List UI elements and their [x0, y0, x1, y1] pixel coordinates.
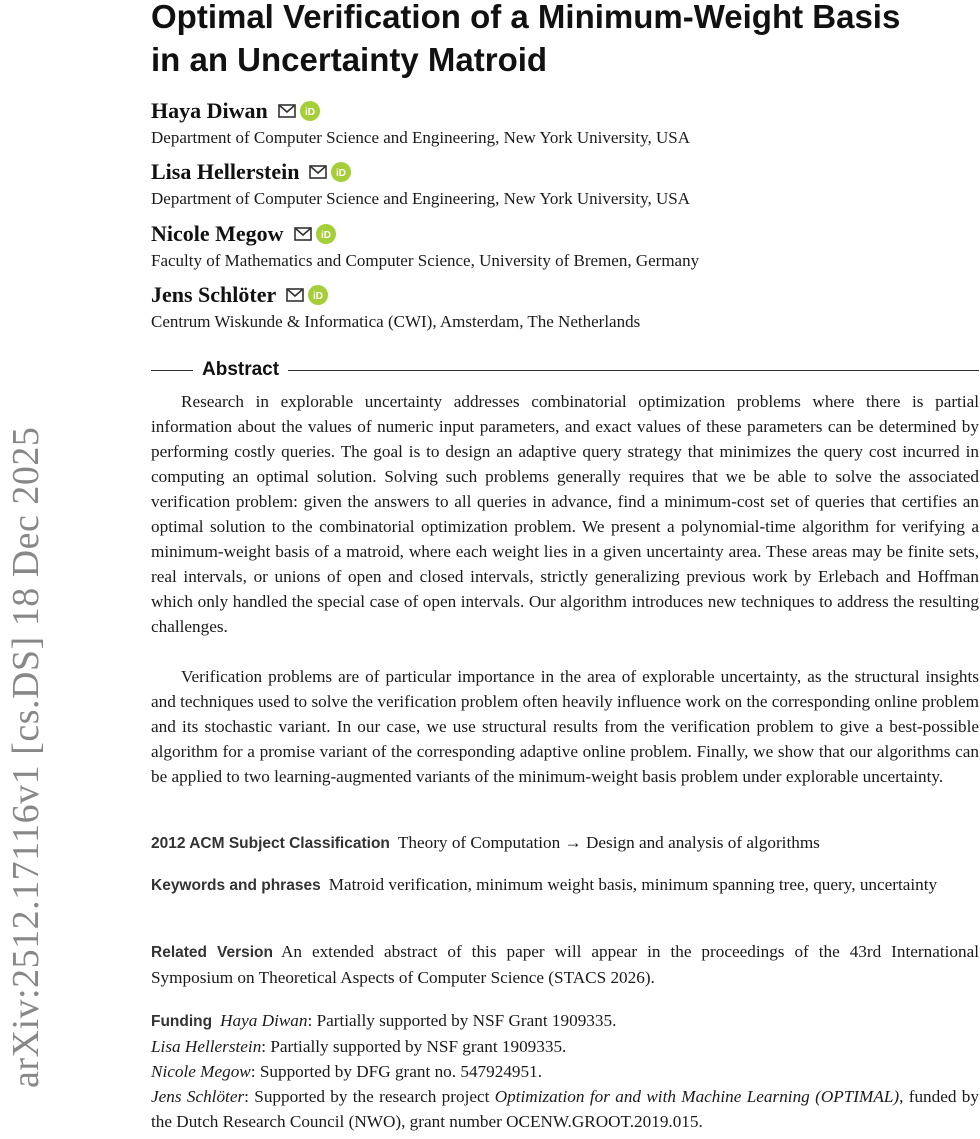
abstract-heading: Abstract: [202, 359, 280, 380]
divider: [151, 370, 193, 371]
funding-text: , funded by the Dutch Research Council (NWO), grant number OCENW.GROOT.2019.015.: [151, 1087, 979, 1131]
orcid-icon[interactable]: [331, 162, 351, 182]
author-affiliation: Department of Computer Science and Engineering, New York University, USA: [151, 128, 691, 147]
funding-line: [151, 1034, 979, 1059]
funding-person: Nicole Megow: [151, 1062, 251, 1081]
related-value: An extended abstract of this paper will appear in the proceedings of the 43rd International Symposium on Theoretical Aspects of Computer Science (STACS 2026).: [151, 942, 979, 987]
keywords-key: Keywords and phrases: [151, 877, 321, 894]
funding-project: Optimization for and with Machine Learning (OPTIMAL): [494, 1087, 900, 1106]
funding-line: [151, 1059, 979, 1084]
orcid-icon[interactable]: [300, 101, 320, 121]
author-block: [151, 98, 979, 149]
keywords: [151, 872, 979, 898]
author-name: Haya Diwan: [151, 98, 268, 123]
abstract-paragraph-1: Research in explorable uncertainty addresses combinatorial optimization problems where there is partial information about the values of numeric input parameters, and exact values of these parameters can be determined by performing costly queries. The goal is to design an adaptive query strategy that minimizes the query cost incurred in computing an optimal solution. Solving such problems generally requires that we be able to solve the associated verification problem: given the answers to all queries in advance, find a minimum-cost set of queries that certifies an optimal solution to the combinatorial optimization problem. We present a polynomial-time algorithm for verifying a minimum-weight basis of a matroid, where each weight lies in a given uncertainty area. These areas may be finite sets, real intervals, or unions of open and closed intervals, strictly generalizing previous work by Erlebach and Hoffman which only handled the special case of open intervals. Our algorithm introduces new techniques to address the resulting challenges.: [151, 392, 979, 636]
paper-title: [151, 0, 979, 81]
author-block: [151, 221, 979, 272]
author-name: Jens Schlöter: [151, 282, 277, 307]
email-icon[interactable]: [294, 227, 312, 241]
svg-text:iD: iD: [313, 291, 324, 302]
funding-text: : Supported by the research project: [244, 1087, 495, 1106]
funding-person: Haya Diwan: [220, 1011, 308, 1030]
divider: [288, 370, 979, 371]
title-line-2: in an Uncertainty Matroid: [151, 41, 548, 78]
orcid-icon[interactable]: [308, 285, 328, 305]
related-version: [151, 939, 979, 990]
funding-person: Jens Schlöter: [151, 1087, 245, 1106]
orcid-icon[interactable]: [316, 224, 336, 244]
funding-person: Lisa Hellerstein: [151, 1037, 262, 1056]
title-line-1: Optimal Verification of a Minimum-Weight Basis: [151, 0, 901, 35]
author-block: [151, 159, 979, 210]
acm-key: 2012 ACM Subject Classification: [151, 835, 390, 852]
author-name: Lisa Hellerstein: [151, 159, 300, 184]
svg-text:iD: iD: [320, 230, 331, 241]
funding-key: Funding: [151, 1013, 213, 1030]
funding: [151, 1008, 979, 1134]
keywords-value: Matroid verification, minimum weight basis, minimum spanning tree, query, uncertainty: [328, 875, 938, 894]
email-icon[interactable]: [286, 288, 304, 302]
author-name: Nicole Megow: [151, 221, 284, 246]
funding-text: : Partially supported by NSF grant 1909335.: [261, 1037, 567, 1056]
svg-text:iD: iD: [336, 168, 347, 179]
email-icon[interactable]: [309, 165, 327, 179]
author-block: [151, 282, 979, 333]
author-affiliation: Centrum Wiskunde & Informatica (CWI), Amsterdam, The Netherlands: [151, 312, 641, 331]
author-affiliation: Faculty of Mathematics and Computer Science, University of Bremen, Germany: [151, 251, 700, 270]
arxiv-identifier-stamp: arXiv:2512.17116v1 [cs.DS] 18 Dec 2025: [5, 426, 47, 1088]
funding-text: : Supported by DFG grant no. 547924951.: [250, 1062, 542, 1081]
funding-line: [151, 1084, 979, 1134]
author-affiliation: Department of Computer Science and Engineering, New York University, USA: [151, 189, 691, 208]
email-icon[interactable]: [278, 104, 296, 118]
abstract-heading-row: [151, 358, 979, 382]
funding-line: [151, 1008, 979, 1034]
funding-text: : Partially supported by NSF Grant 1909335.: [307, 1011, 617, 1030]
acm-classification: [151, 830, 979, 856]
abstract-paragraph-2: Verification problems are of particular importance in the area of explorable uncertainty, as the structural insights and techniques used to solve the verification problem often heavily influence work on the corresponding online problem and its stochastic variant. In our case, we use structural results from the verification problem to give a best-possible algorithm for a promise variant of the corresponding adaptive online problem. Finally, we show that our algorithms can be applied to two learning-augmented variants of the minimum-weight basis problem under explorable uncertainty.: [151, 667, 979, 786]
related-key: Related Version: [151, 944, 273, 961]
svg-text:iD: iD: [304, 107, 315, 118]
acm-value: Theory of Computation → Design and analysis of algorithms: [397, 833, 820, 852]
